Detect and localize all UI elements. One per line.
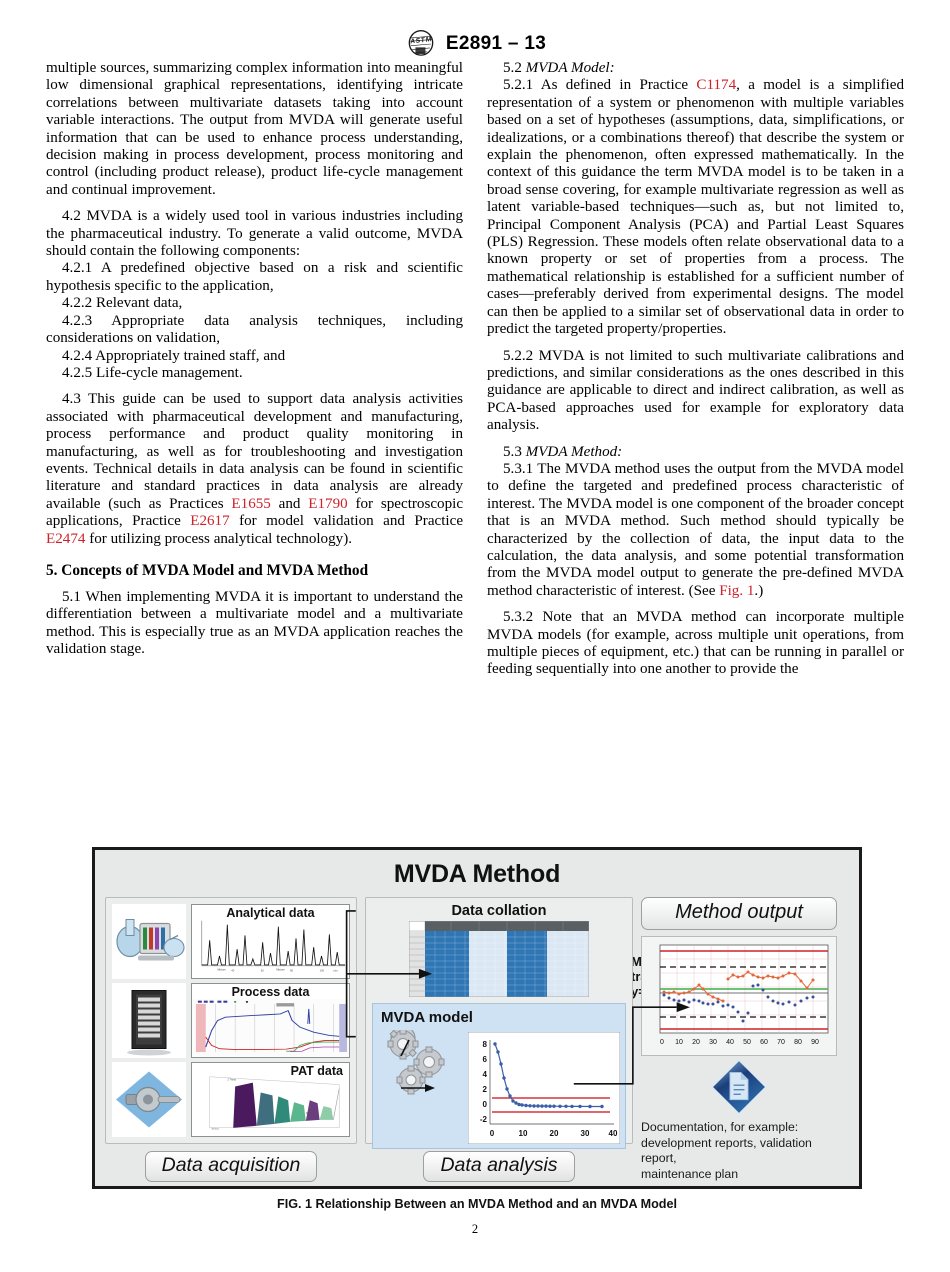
figure-frame	[92, 847, 862, 1189]
svg-text:Mixture: Mixture	[276, 968, 285, 972]
acquisition-chart-column	[191, 904, 350, 1137]
paragraph-4-3-text-c: for spectroscopic applications, Practice	[46, 495, 464, 530]
svg-text:2 Theta: 2 Theta	[227, 1078, 236, 1082]
documentation-note-line-3: maintenance plan	[641, 1166, 739, 1181]
figure-title: MVDA Method	[393, 860, 561, 888]
paragraph-5-2-1-text-a: 5.2.1 As defined in Practice	[503, 77, 697, 94]
svg-text:20: 20	[549, 1129, 559, 1138]
paragraph-5-2-1	[487, 77, 904, 338]
paragraph-4-3-text-d: for model validation and Practice	[229, 513, 464, 530]
svg-text:S: S	[415, 37, 421, 45]
paragraph-continuation: multiple sources, summarizing complex information into meaningful low dimensional graphical representations, identifying intricate correlations between multivariate datasets taking into account variable interactions. The output from MVDA will generate useful information that can be used to enhance process understanding, decision making in process development, process monitoring and control (including product release), product life-cycle management and continual improvement.	[46, 60, 463, 198]
document-diamond-icon	[710, 1058, 768, 1116]
svg-text:2: 2	[482, 1085, 487, 1094]
svg-text:20: 20	[692, 1039, 700, 1046]
svg-text:4: 4	[482, 1070, 487, 1079]
data-acquisition-pill: Data acquisition	[145, 1151, 318, 1182]
documentation-note-line-1: Documentation, for example:	[641, 1120, 799, 1134]
svg-text:Int a.u.: Int a.u.	[211, 1127, 220, 1131]
svg-text:min: min	[333, 969, 338, 973]
paragraph-4-2: 4.2 MVDA is a widely used tool in various industries including the pharmaceutical industry. To generate a valid outcome, MVDA should contain the following components:	[46, 208, 463, 260]
svg-text:40: 40	[608, 1129, 618, 1138]
svg-text:0: 0	[489, 1129, 495, 1138]
svg-text:90: 90	[811, 1039, 819, 1046]
paragraph-4-2-2: 4.2.2 Relevant data,	[62, 295, 183, 312]
svg-text:40: 40	[726, 1039, 734, 1046]
panel-data-analysis	[365, 897, 633, 1144]
svg-text:30: 30	[709, 1039, 717, 1046]
xref-fig-1[interactable]: Fig. 1	[719, 582, 755, 599]
panel-method-output	[641, 897, 837, 1181]
data-collation-table	[409, 921, 589, 997]
svg-text:0: 0	[482, 1100, 487, 1109]
svg-text:70: 70	[777, 1039, 785, 1046]
process-data-chart	[192, 999, 349, 1057]
svg-text:Mixture: Mixture	[217, 968, 226, 972]
paragraph-5-2-1-text-b: , a model is a simplified representation of a system or phenomenon with multiple variables based on a set of hypotheses (assumptions, data, simplifications, or idealizations, or a combinations thereof) that describe the system or explain the phenomenon, often expressed mathematically. In the context of this guidance the term MVDA model is to be taken in a broad sense covering, for example multivariate regression as well as latent variable-based techniques—such as, but not limited to, Principal Component Analysis (PCA) and Partial Least Squares (PLS) Regression. These models often relate observational data to a known property or set of properties from a process. The mathematical relationship is established for a sufficient number of cases—preferably derived from experimental designs. The model can then be applied to a similar set of observational data in order to predict the targeted property/properties.	[487, 77, 904, 338]
heading-5-2-number: 5.2	[503, 60, 526, 76]
section-heading-5: 5. Concepts of MVDA Model and MVDA Method	[46, 561, 369, 579]
svg-text:60: 60	[760, 1039, 768, 1046]
method-output-pill: Method output	[641, 897, 837, 930]
astm-logo	[404, 29, 438, 59]
svg-text:80: 80	[290, 969, 294, 973]
svg-text:T: T	[420, 36, 426, 45]
paragraph-4-2-1: 4.2.1 A predefined objective based on a risk and scientific hypothesis specific to the application,	[46, 260, 463, 294]
svg-text:60: 60	[260, 969, 264, 973]
paragraph-4-2-5: 4.2.5 Life-cycle management.	[62, 364, 243, 381]
svg-text:-2: -2	[479, 1115, 487, 1124]
lab-glassware-icon	[112, 904, 186, 979]
svg-text:30: 30	[580, 1129, 590, 1138]
page-header	[0, 0, 950, 54]
method-output-x-ticks	[660, 1039, 819, 1046]
svg-text:8: 8	[482, 1040, 487, 1049]
acquisition-inner	[112, 904, 350, 1137]
xref-e2474[interactable]: E2474	[46, 530, 86, 547]
heading-5-3-title: MVDA Method:	[525, 443, 623, 460]
probe-sensor-icon	[112, 1062, 186, 1137]
xref-e2617[interactable]: E2617	[190, 513, 230, 530]
paragraph-5-3-2: 5.3.2 Note that an MVDA method can incorporate multiple MVDA models (for example, across multiple unit operations, from multiple pieces of equipment, etc.) that can be running in parallel or feeding sequentially into one another to provide the	[487, 609, 904, 678]
paragraph-4-3-text-e: for utilizing process analytical technology).	[85, 530, 352, 547]
page-number: 2	[471, 1222, 479, 1236]
figure-1	[92, 847, 862, 1211]
svg-text:M: M	[425, 36, 432, 44]
heading-5-2-title: MVDA Model:	[525, 60, 615, 76]
card-process-data-label: Process data	[192, 985, 349, 999]
acquisition-icon-column	[112, 904, 186, 1137]
data-analysis-pill: Data analysis	[423, 1151, 574, 1182]
paragraph-4-2-4: 4.2.4 Appropriately trained staff, and	[62, 347, 286, 364]
svg-text:A: A	[409, 37, 416, 46]
paragraph-4-2-3: 4.2.3 Appropriate data analysis techniques, including considerations on validation,	[46, 312, 463, 347]
card-analytical-data	[191, 904, 350, 979]
document-designation: E2891 – 13	[445, 33, 547, 54]
paragraph-5-2-2: 5.2.2 MVDA is not limited to such multivariate calibrations and predictions, and similar considerations as the ones described in this guidance are applicable to direct and indirect calibration, as well as PCA-based approaches used for example for exploratory data analysis.	[487, 347, 904, 434]
mvda-model-label: MVDA model	[381, 1009, 473, 1026]
paragraph-5-1: 5.1 When implementing MVDA it is important to understand the differentiation between a multivariate model and a multivariate method. This is especially true as an MVDA application reaches the validation stage.	[46, 588, 463, 658]
paragraph-4-3	[46, 391, 463, 548]
svg-text:100: 100	[319, 969, 325, 973]
data-collation-label: Data collation	[451, 903, 547, 919]
card-pat-data-label: PAT data	[290, 1064, 343, 1078]
right-column	[487, 60, 904, 679]
card-analytical-data-label: Analytical data	[192, 906, 349, 920]
two-column-body	[0, 46, 950, 679]
paragraph-5-3-1	[487, 461, 904, 600]
xref-e1790[interactable]: E1790	[308, 495, 348, 512]
svg-text:10: 10	[675, 1039, 683, 1046]
svg-text:6: 6	[482, 1055, 487, 1064]
gears-icon	[379, 1030, 463, 1114]
figure-caption: FIG. 1 Relationship Between an MVDA Method and an MVDA Model	[277, 1197, 677, 1211]
method-output-chart	[646, 941, 832, 1053]
svg-text:0: 0	[660, 1039, 664, 1046]
paragraph-5-3-1-text-a: 5.3.1 The MVDA method uses the output from the MVDA model to define the targeted and predefined process characteristic of interest. The MVDA model is one component of the broader concept that is an MVDA method. Such method should typically be characterized by the collection of data, the input data to the calculation, the data analysis, and some potential transformation from the MVDA model output to generate the pre-defined MVDA method characteristic of interest. (See	[487, 460, 904, 599]
footer-slot-acquisition	[105, 1151, 357, 1182]
heading-5-3	[487, 444, 904, 461]
server-rack-icon	[112, 983, 186, 1058]
xref-e1655[interactable]: E1655	[231, 495, 271, 512]
card-pat-data	[191, 1062, 350, 1137]
heading-5-3-number: 5.3	[503, 443, 526, 460]
svg-text:40: 40	[231, 969, 235, 973]
mvda-model-chart	[468, 1032, 620, 1144]
mvda-model-box	[372, 1003, 626, 1149]
documentation-note-line-2: development reports, validation report,	[641, 1135, 812, 1165]
svg-text:50: 50	[743, 1039, 751, 1046]
left-column	[46, 60, 463, 679]
xref-c1174[interactable]: C1174	[696, 77, 737, 94]
panel-data-acquisition	[105, 897, 357, 1144]
svg-text:10: 10	[518, 1129, 528, 1138]
svg-text:Wave no.: Wave no.	[305, 1112, 317, 1116]
paragraph-5-3-1-text-b: .)	[754, 582, 764, 599]
heading-5-2	[487, 60, 904, 77]
svg-text:80: 80	[794, 1039, 802, 1046]
paragraph-4-3-text-b: and	[270, 495, 309, 512]
method-output-chart-box	[641, 936, 837, 1056]
card-process-data	[191, 983, 350, 1058]
paragraph-4-3-text-a: 4.3 This guide can be used to support data analysis activities associated with pharmaceutical development and manufacturing, process performance and product quality monitoring in manufacturing, as well as for troubleshooting and investigation events. Technical details in data analysis can be found in scientific literature and standard practices in data analysis are already available (such as Practices	[46, 391, 463, 512]
documentation-note	[641, 1120, 837, 1182]
footer-slot-analysis	[365, 1151, 633, 1182]
